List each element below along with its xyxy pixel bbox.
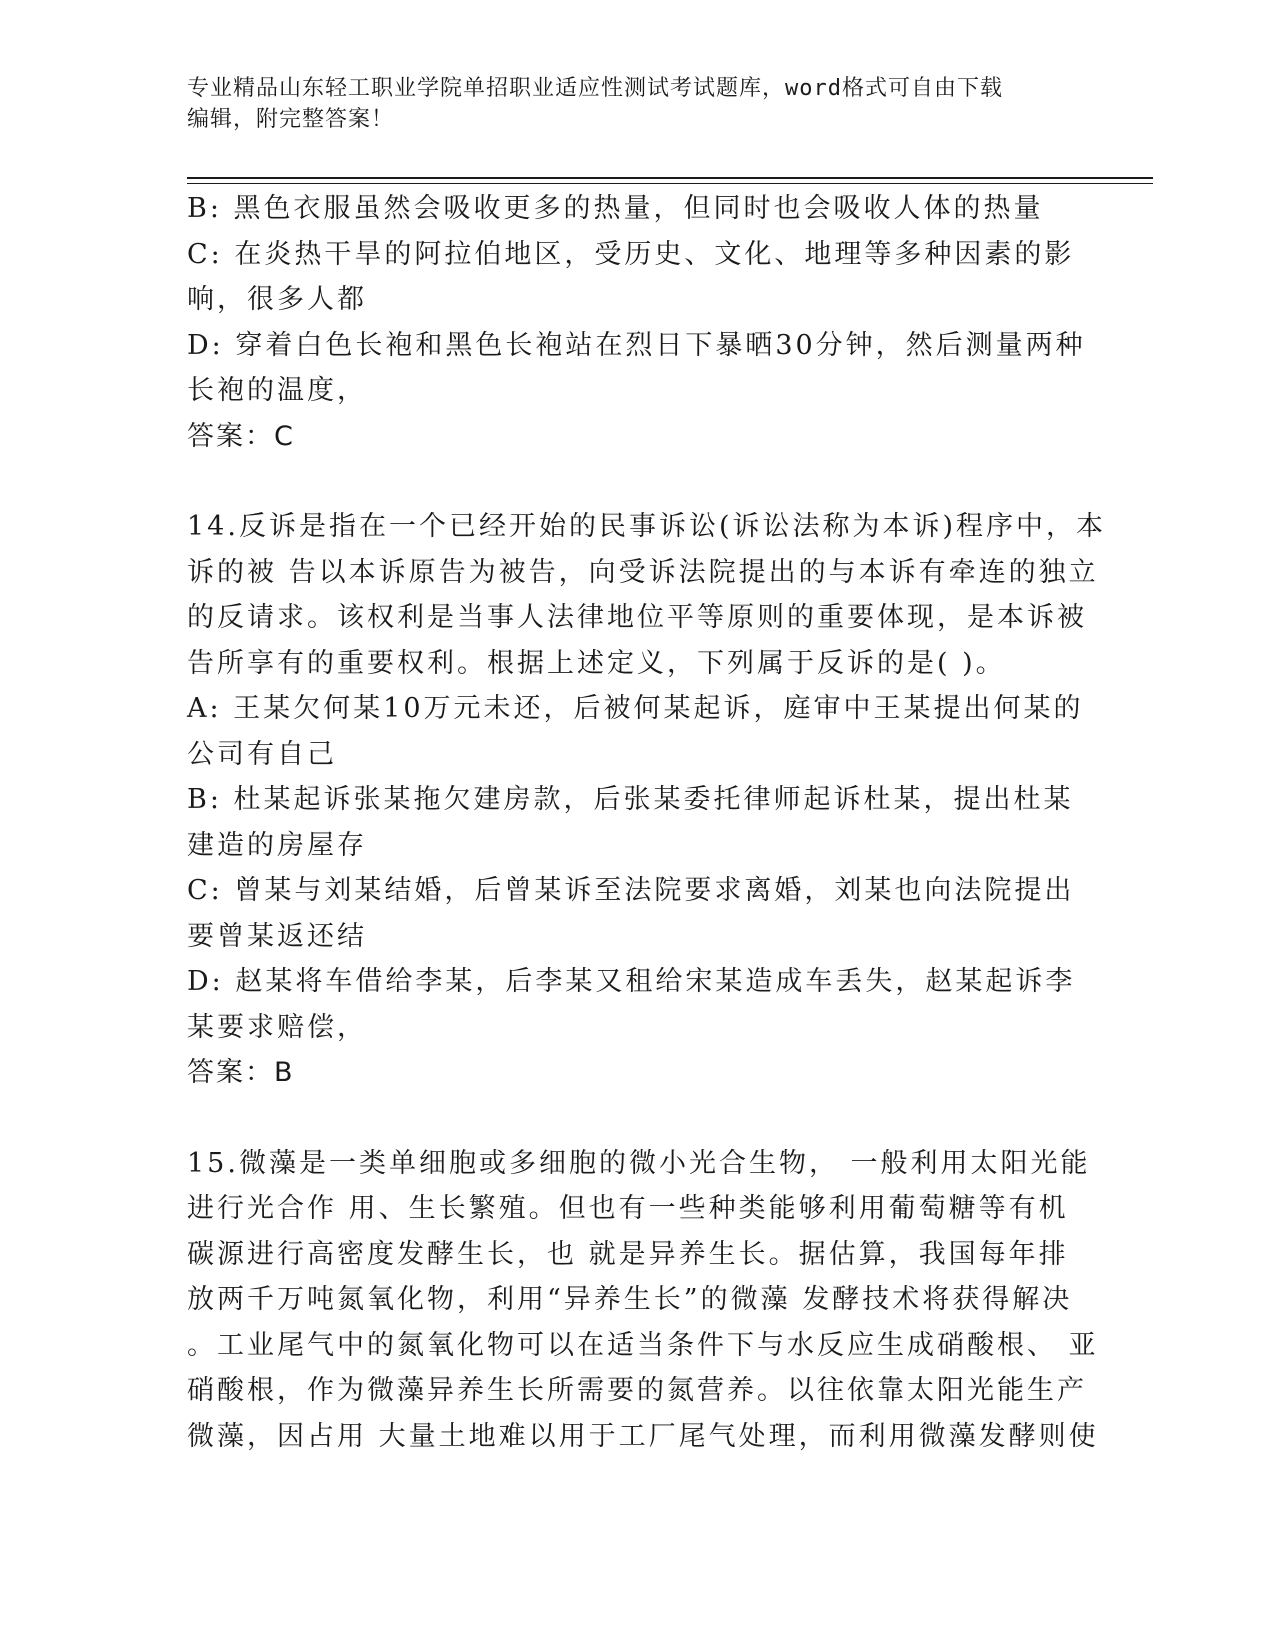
q14-option-b-line-1: B: 杜某起诉张某拖欠建房款，后张某委托律师起诉杜某，提出杜某 [187, 784, 1074, 815]
q15-stem-line-4: 放两千万吨氮氧化物，利用“异养生长”的微藻 发酵技术将获得解决 [187, 1284, 1073, 1315]
q14-option-a-line-1: A: 王某欠何某10万元未还，后被何某起诉，庭审中王某提出何某的 [187, 693, 1084, 724]
q13-option-c-line-2: 响，很多人都 [187, 284, 367, 315]
header-rule-thick [187, 177, 1153, 179]
q14-option-d-line-2: 某要求赔偿， [187, 1011, 367, 1043]
q14-option-c-line-1: C: 曾某与刘某结婚，后曾某诉至法院要求离婚，刘某也向法院提出 [187, 875, 1075, 906]
q14-stem-line-2: 诉的被 告以本诉原告为被告，向受诉法院提出的与本诉有牵连的独立 [187, 556, 1099, 588]
question-15 [187, 1141, 1099, 1460]
q15-stem-line-7: 微藻，因占用 大量土地难以用于工厂尾气处理，而利用微藻发酵则使 [187, 1420, 1099, 1452]
document-body [187, 186, 1107, 1459]
q14-stem-line-4: 告所享有的重要权利。根据上述定义，下列属于反诉的是( )。 [187, 647, 1006, 679]
q15-stem-line-5: 。工业尾气中的氮氧化物可以在适当条件下与水反应生成硝酸根、 亚 [187, 1329, 1099, 1361]
q14-option-b-line-2: 建造的房屋存 [187, 829, 367, 861]
question-13 [187, 186, 1086, 459]
q13-option-d-line-1: D: 穿着白色长袍和黑色长袍站在烈日下暴晒30分钟，然后测量两种 [187, 329, 1086, 361]
q15-stem-line-3: 碳源进行高密度发酵生长，也 就是异养生长。据估算，我国每年排 [187, 1238, 1069, 1270]
header-rule-thin [187, 183, 1153, 184]
q13-option-d-line-2: 长袍的温度， [187, 375, 367, 406]
spacer [187, 1096, 1067, 1141]
q13-option-c-line-1: C: 在炎热干旱的阿拉伯地区，受历史、文化、地理等多种因素的影 [187, 238, 1075, 270]
header-line-1: 专业精品山东轻工职业学院单招职业适应性测试考试题库，word格式可自由下载 [187, 76, 1003, 101]
q14-option-d-line-1: D: 赵某将车借给李某，后李某又租给宋某造成车丢失，赵某起诉李 [187, 966, 1076, 997]
q13-option-b: B: 黑色衣服虽然会吸收更多的热量，但同时也会吸收人体的热量 [187, 193, 1044, 224]
q14-option-c-line-2: 要曾某返还结 [187, 920, 367, 952]
page-header [187, 73, 1067, 135]
spacer [187, 459, 1067, 504]
header-line-2: 编辑，附完整答案！ [187, 107, 395, 132]
q14-stem-line-3: 的反请求。该权利是当事人法律地位平等原则的重要体现，是本诉被 [187, 602, 1087, 633]
q15-stem-line-2: 进行光合作 用、生长繁殖。但也有一些种类能够利用葡萄糖等有机 [187, 1193, 1069, 1224]
q15-stem-line-6: 硝酸根，作为微藻异养生长所需要的氮营养。以往依靠太阳光能生产 [187, 1375, 1087, 1406]
q14-option-a-line-2: 公司有自己 [187, 738, 337, 770]
q15-stem-line-1: 15.微藻是一类单细胞或多细胞的微小光合生物， 一般利用太阳光能 [187, 1147, 1091, 1179]
q14-answer: 答案：B [187, 1057, 295, 1088]
question-14 [187, 504, 1107, 1096]
q14-stem-line-1: 14.反诉是指在一个已经开始的民事诉讼(诉讼法称为本诉)程序中，本 [187, 511, 1107, 542]
q13-answer: 答案：C [187, 420, 295, 452]
